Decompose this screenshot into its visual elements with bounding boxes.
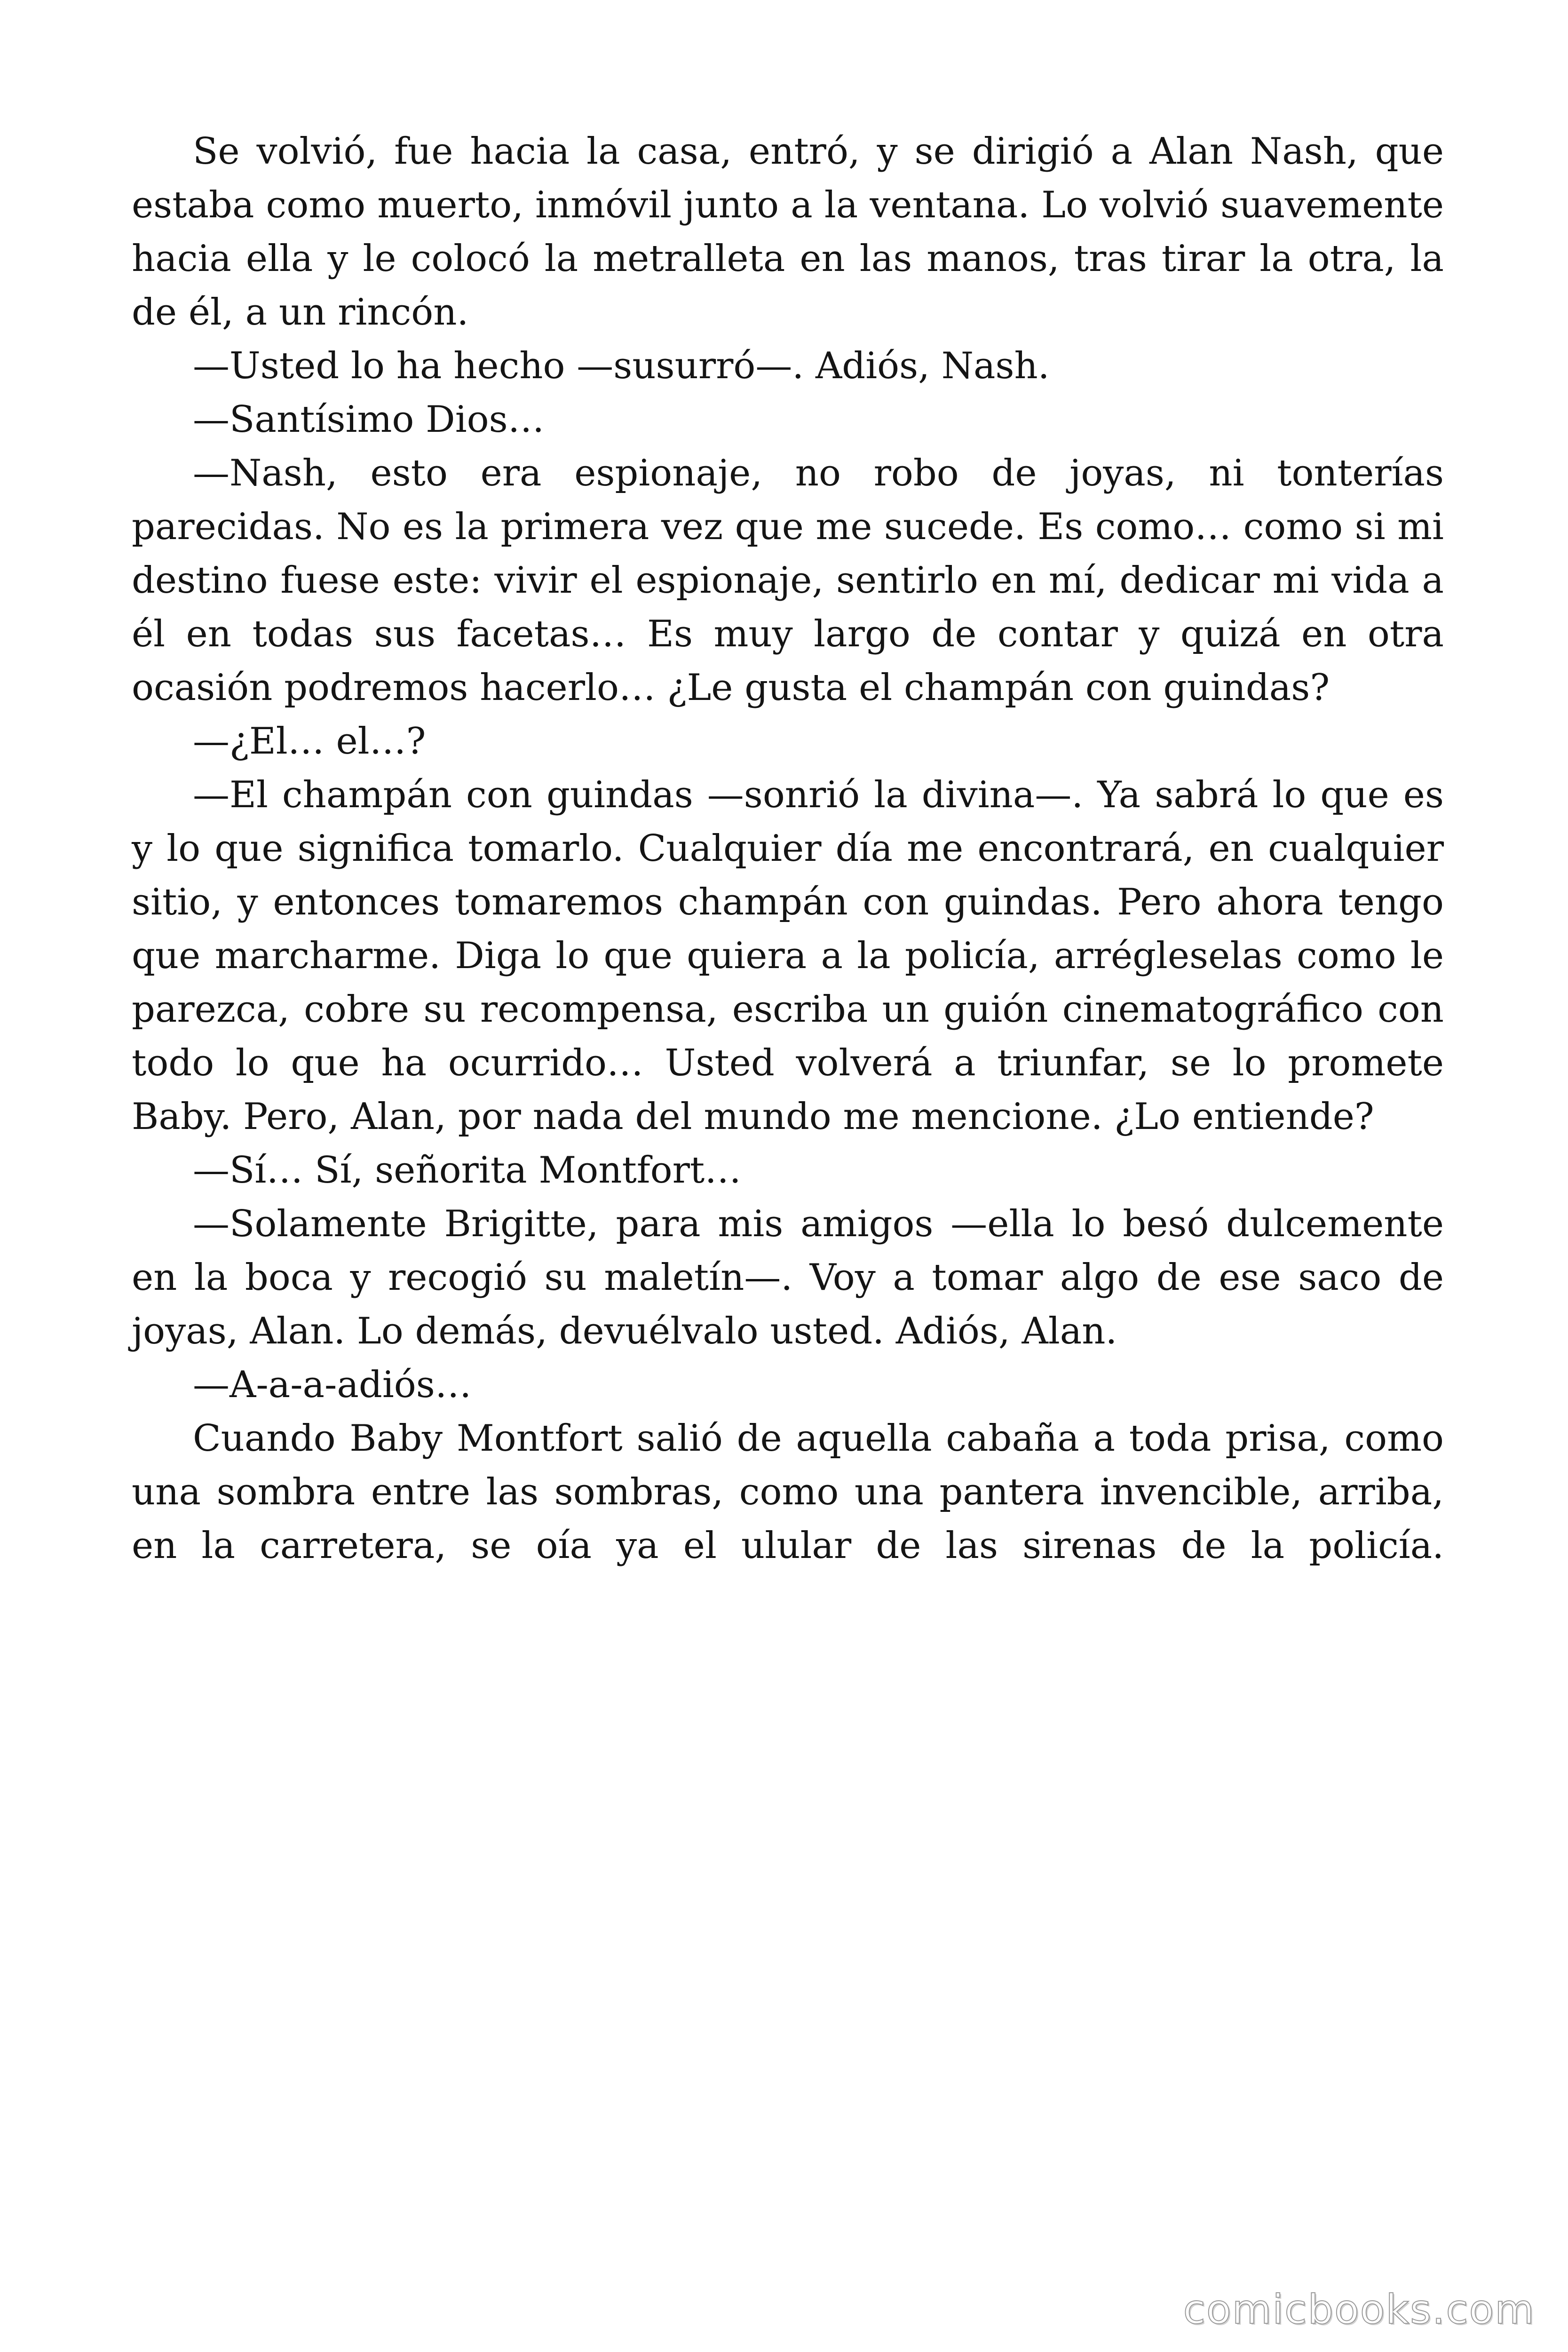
paragraph-8: —Solamente Brigitte, para mis amigos —ella lo besó dulcemente en la boca y recogió su maletín—. Voy a tomar algo de ese saco de joyas, Alan. Lo demás, devuélvalo usted. Adiós, Alan. [132, 1203, 1444, 1352]
paragraph-2: —Usted lo ha hecho —susurró—. Adiós, Nash. [193, 345, 1050, 387]
paragraph-7: —Sí… Sí, señorita Montfort… [193, 1149, 742, 1192]
site-watermark: comicbooks.com [1183, 2286, 1535, 2333]
paragraph-1: Se volvió, fue hacia la casa, entró, y se dirigió a Alan Nash, que estaba como muerto, inmóvil junto a la ventana. Lo volvió suavemente hacia ella y le colocó la metralleta en las manos, tras tirar la otra, la de él, a un rincón. [132, 130, 1444, 334]
paragraph-3: —Santísimo Dios… [193, 398, 545, 441]
book-page-text [132, 125, 1444, 1573]
paragraph-10: Cuando Baby Montfort salió de aquella cabaña a toda prisa, como una sombra entre las sombras, como una pantera invencible, arriba, en la carretera, se oía ya el ulular de las sirenas de la policía. [132, 1417, 1444, 1567]
paragraph-9: —A-a-a-adiós… [193, 1364, 472, 1406]
paragraph-4: —Nash, esto era espionaje, no robo de joyas, ni tonterías parecidas. No es la primera vez que me sucede. Es como… como si mi destino fuese este: vivir el espionaje, sentirlo en mí, dedicar mi vida a él en todas sus facetas… Es muy largo de contar y quizá en otra ocasión podremos hacerlo… ¿Le gusta el champán con guindas? [132, 452, 1444, 709]
paragraph-6: —El champán con guindas —sonrió la divina—. Ya sabrá lo que es y lo que significa tomarlo. Cualquier día me encontrará, en cualquier sitio, y entonces tomaremos champán con guindas. Pero ahora tengo que marcharme. Diga lo que quiera a la policía, arrégleselas como le parezca, cobre su recompensa, escriba un guión cinematográfico con todo lo que ha ocurrido… Usted volverá a triunfar, se lo promete Baby. Pero, Alan, por nada del mundo me mencione. ¿Lo entiende? [132, 774, 1444, 1138]
paragraph-5: —¿El… el…? [193, 720, 426, 763]
